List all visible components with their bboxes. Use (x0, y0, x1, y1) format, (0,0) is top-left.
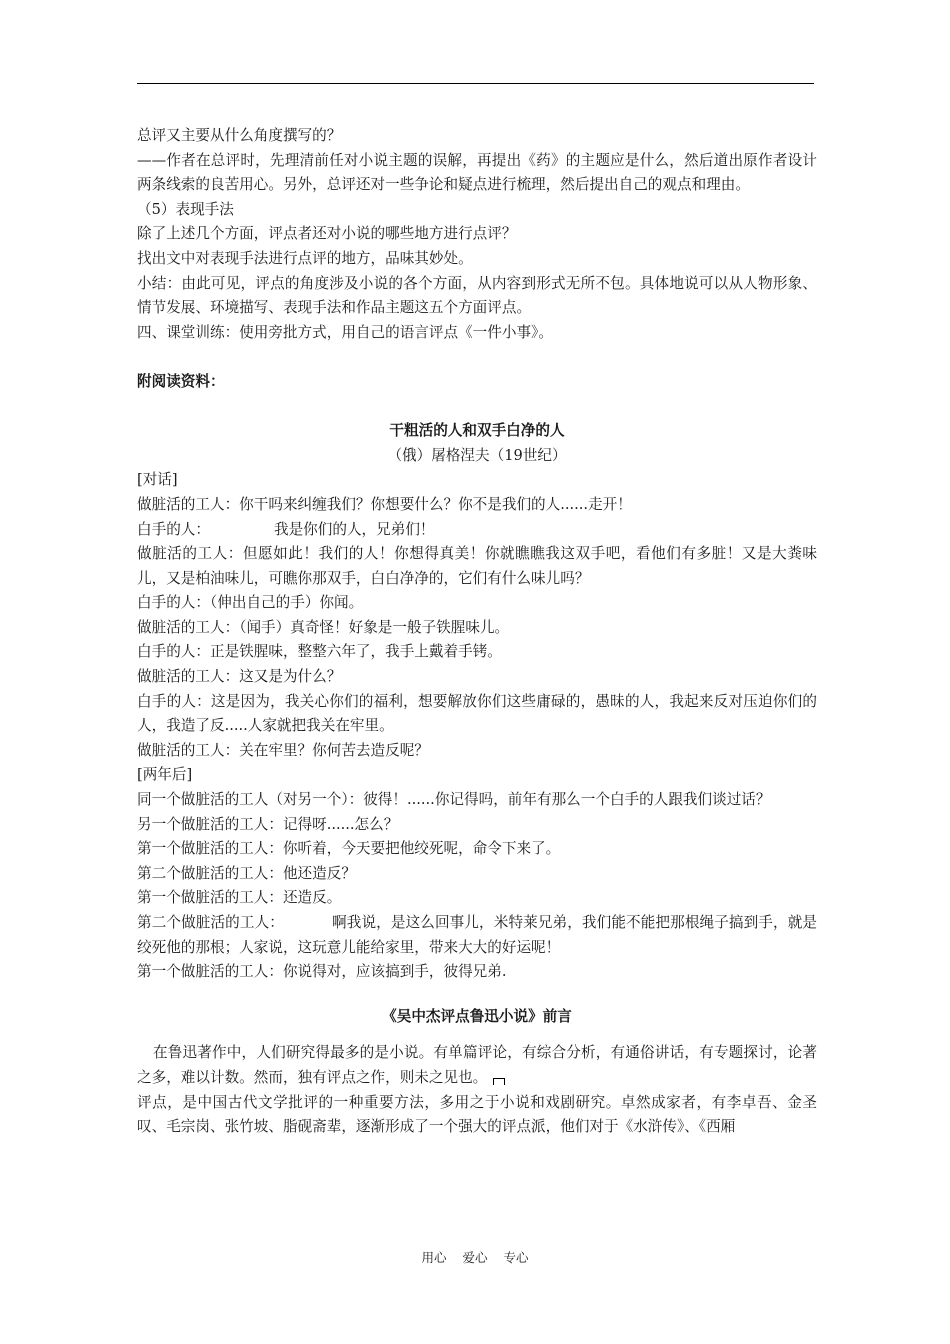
paragraph-text: 附阅读资料： (137, 372, 225, 390)
paragraph-8 (137, 419, 817, 444)
speaker-label: 白手的人： (137, 520, 210, 538)
paragraph-text: 做脏活的工人：这又是为什么？ (137, 668, 342, 686)
paragraph-text: 白手的人：正是铁腥味，整整六年了，我手上戴着手铐。 (137, 643, 502, 661)
paragraph-text: 总评又主要从什么角度撰写的？ (137, 127, 342, 144)
paragraph-1 (137, 149, 817, 198)
paragraph-text: 第一个做脏活的工人：你说得对，应该搞到手，彼得兄弟. (137, 963, 507, 981)
paragraph-21 (137, 788, 817, 813)
paragraph-4 (137, 247, 817, 272)
paragraph-13 (137, 542, 817, 591)
paragraph-17 (137, 665, 817, 690)
paragraph-5 (137, 272, 817, 321)
paragraph-18 (137, 690, 817, 739)
paragraph-text: 干粗活的人和双手白净的人 (389, 422, 565, 440)
paragraph-text: 做脏活的工人：关在牢里？你何苦去造反呢？ (137, 741, 429, 759)
paragraph-text: [对话] (137, 471, 178, 489)
paragraph-0 (137, 124, 817, 149)
paragraph-3 (137, 222, 817, 247)
paragraph-24 (137, 862, 817, 887)
paragraph-text: 评点，是中国古代文学批评的一种重要方法，多用之于小说和戏剧研究。卓然成家者，有李卓吾、金圣叹、毛宗岗、张竹坡、脂砚斋辈，逐渐形成了一个强大的评点派，他们对于《水浒传》、《西厢 (137, 1093, 817, 1136)
bracket-mark-icon (493, 1078, 505, 1085)
paragraph-29 (137, 1041, 817, 1090)
header-rule (137, 83, 814, 84)
paragraph-text: 在鲁迅著作中，人们研究得最多的是小说。有单篇评论，有综合分析，有通俗讲话，有专题探讨，论著之多，难以计数。然而，独有评点之作，则未之见也。 (137, 1044, 817, 1086)
paragraph-25 (137, 886, 817, 911)
paragraph-2 (137, 198, 817, 223)
paragraph-text: 第一个做脏活的工人：还造反。 (137, 889, 342, 907)
paragraph-30 (137, 1091, 817, 1140)
page-footer: 用心 爱心 专心 (421, 1250, 529, 1265)
paragraph-26 (137, 911, 817, 960)
paragraph-text: 小结：由此可见，评点的角度涉及小说的各个方面，从内容到形式无所不包。具体地说可以从人物形象、情节发展、环境描写、表现手法和作品主题这五个方面评点。 (137, 274, 817, 317)
paragraph-22 (137, 813, 817, 838)
paragraph-text: 白手的人：（伸出自己的手）你闻。 (137, 594, 364, 612)
paragraph-15 (137, 616, 817, 641)
paragraph-19 (137, 739, 817, 764)
paragraph-text: 除了上述几个方面，评点者还对小说的哪些地方进行点评？ (137, 225, 517, 243)
speech-text: 我是你们的人，兄弟们！ (273, 520, 435, 538)
paragraph-text: 做脏活的工人：（闻手）真奇怪！好象是一般子铁腥味儿。 (137, 618, 510, 636)
paragraph-16 (137, 640, 817, 665)
paragraph-28 (137, 1005, 817, 1030)
paragraph-27 (137, 960, 817, 985)
speaker-label: 第二个做脏活的工人： (137, 914, 284, 931)
paragraph-23 (137, 837, 817, 862)
paragraph-text: 第一个做脏活的工人：你听着，今天要把他绞死呢，命令下来了。 (137, 840, 561, 858)
paragraph-7 (137, 370, 817, 395)
paragraph-text: 做脏活的工人：你干吗来纠缠我们？你想要什么？你不是我们的人......走开！ (137, 495, 632, 513)
paragraph-text: 做脏活的工人：但愿如此！我们的人！你想得真美！你就瞧瞧我这双手吧，看他们有多脏！又是大粪味儿，又是柏油味儿，可瞧你那双手，白白净净的，它们有什么味儿吗？ (137, 545, 817, 587)
paragraph-text: 四、课堂训练：使用旁批方式，用自己的语言评点《一件小事》。 (137, 323, 553, 341)
paragraph-text: 白手的人：这是因为，我关心你们的福利，想要解放你们这些庸碌的，愚昧的人，我起来反对压迫你们的人，我造了反.....人家就把我关在牢里。 (137, 692, 817, 735)
paragraph-14 (137, 591, 817, 616)
paragraph-text: ——作者在总评时，先理清前任对小说主题的误解，再提出《药》的主题应是什么，然后道出原作者设计两条线索的良苦用心。另外，总评还对一些争论和疑点进行梳理，然后提出自己的观点和理由。 (137, 151, 817, 194)
paragraph-10 (137, 468, 817, 493)
paragraph-text: 找出文中对表现手法进行点评的地方，品味其妙处。 (137, 249, 473, 267)
paragraph-text: 第二个做脏活的工人：他还造反？ (137, 864, 356, 882)
paragraph-9 (137, 444, 817, 469)
paragraph-text: 另一个做脏活的工人：记得呀......怎么？ (137, 815, 399, 833)
paragraph-text: （俄）屠格涅夫（19世纪） (387, 446, 567, 464)
paragraph-text: 《吴中杰评点鲁迅小说》前言 (382, 1007, 572, 1025)
paragraph-text: （5）表现手法 (137, 200, 234, 218)
paragraph-text: [两年后] (137, 766, 193, 784)
speech-text: 啊我说，是这么回事儿，米特莱兄弟，我们能不能把那根绳子搞到手，就是绞死他的那根；人家说，这玩意儿能给家里，带来大大的好运呢！ (137, 914, 817, 956)
paragraph-12 (137, 518, 817, 543)
paragraph-11 (137, 493, 817, 518)
paragraph-20 (137, 763, 817, 788)
document-body (137, 124, 817, 1140)
paragraph-text: 同一个做脏活的工人（对另一个）：彼得！......你记得吗，前年有那么一个白手的人跟我们谈过话？ (137, 791, 771, 809)
paragraph-6 (137, 321, 817, 346)
